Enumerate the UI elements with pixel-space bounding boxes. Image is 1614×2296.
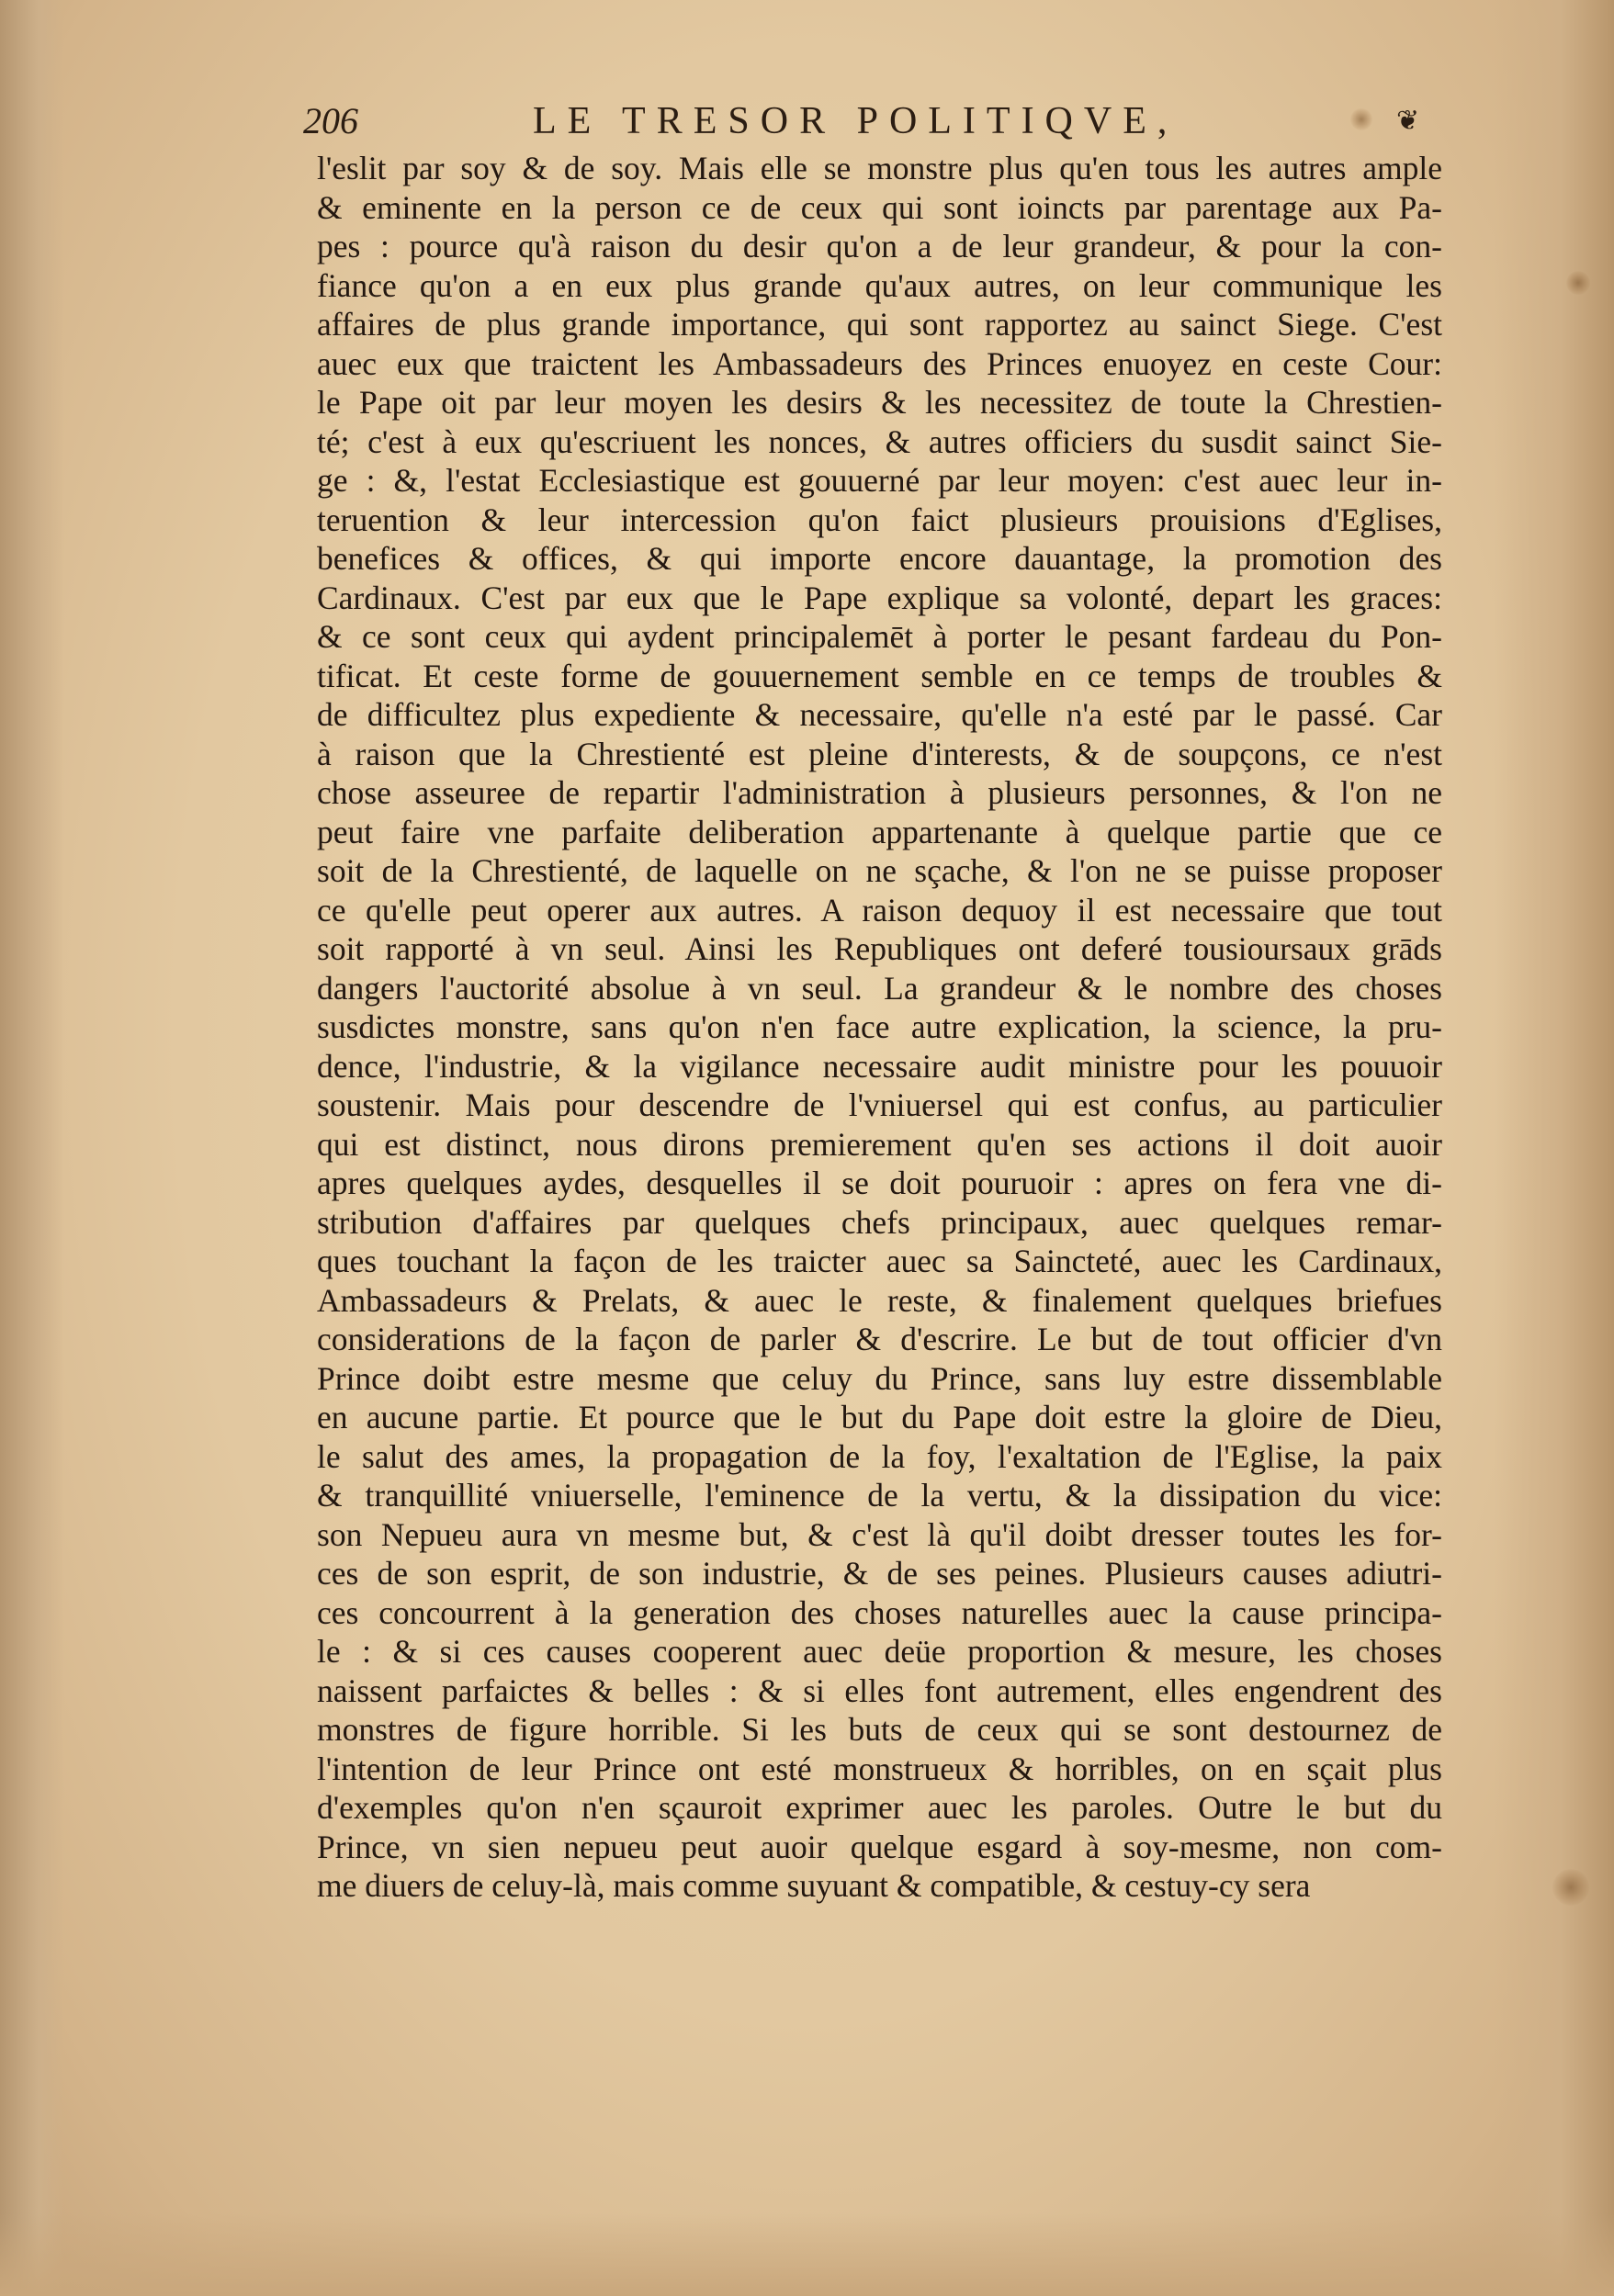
page-edge-bottom [0, 2213, 1614, 2296]
text-line: & eminente en la person ce de ceux qui sont ioincts par parentage aux Pa- [317, 188, 1442, 226]
text-line: pes : pource qu'à raison du desir qu'on a de leur grandeur, & pour la con- [317, 228, 1442, 264]
text-line: & tranquillité vniuerselle, l'eminence de la vertu, & la dissipation du vice: [317, 1477, 1442, 1514]
text-line: susdictes monstre, sans qu'on n'en face autre explication, la science, la pru- [317, 1008, 1442, 1045]
text-line: benefices & offices, & qui importe encore dauantage, la promotion des [317, 540, 1442, 577]
text-line: l'intention de leur Prince ont esté monstrueux & horribles, on en sçait plus [317, 1750, 1442, 1787]
text-line: Ambassadeurs & Prelats, & auec le reste, & finalement quelques briefues [317, 1281, 1442, 1319]
text-line: Cardinaux. C'est par eux que le Pape explique sa volonté, depart les graces: [317, 579, 1442, 616]
text-line: dence, l'industrie, & la vigilance necessaire audit ministre pour les pouuoir [317, 1047, 1442, 1085]
text-line: d'exemples qu'on n'en sçauroit exprimer auec les paroles. Outre le but du [317, 1789, 1442, 1826]
ink-stain [1552, 1869, 1589, 1906]
text-line: le salut des ames, la propagation de la foy, l'exaltation de l'Eglise, la paix [317, 1437, 1442, 1475]
text-line: fiance qu'on a en eux plus grande qu'aux autres, on leur communique les [317, 266, 1442, 304]
text-line: & ce sont ceux qui aydent principalemēt à porter le pesant fardeau du Pon- [317, 618, 1442, 655]
text-line: soit de la Chrestienté, de laquelle on ne sçache, & l'on ne se puisse proposer [317, 852, 1442, 889]
text-line: peut faire vne parfaite deliberation appartenante à quelque partie que ce [317, 813, 1442, 850]
text-line: ge : &, l'estat Ecclesiastique est gouuerné par leur moyen: c'est auec leur in- [317, 462, 1442, 499]
text-line: en aucune partie. Et pource que le but du Pape doit estre la gloire de Dieu, [317, 1399, 1442, 1435]
text-line: dangers l'auctorité absolue à vn seul. La grandeur & le nombre des choses [317, 969, 1442, 1007]
text-line: ces de son esprit, de son industrie, & de ses peines. Plusieurs causes adiutri- [317, 1555, 1442, 1592]
running-title: LE TRESOR POLITIQVE, [533, 100, 1179, 142]
page-edge-left [0, 0, 64, 2296]
text-line: monstres de figure horrible. Si les buts de ceux qui se sont destournez de [317, 1711, 1442, 1748]
text-line: qui est distinct, nous dirons premierement qu'en ses actions il doit auoir [317, 1125, 1442, 1163]
text-line: le : & si ces causes cooperent auec deüe proportion & mesure, les choses [317, 1633, 1442, 1670]
page-edge-right [1495, 0, 1614, 2296]
text-line: ce qu'elle peut operer aux autres. A raison dequoy il est necessaire que tout [317, 891, 1442, 929]
text-line: à raison que la Chrestienté est pleine d'interests, & de soupçons, ce n'est [317, 735, 1442, 772]
text-line: tificat. Et ceste forme de gouuernement semble en ce temps de troubles & [317, 657, 1442, 694]
text-line: le Pape oit par leur moyen les desirs & les necessitez de toute la Chrestien- [317, 384, 1442, 421]
text-line: de difficultez plus expediente & necessaire, qu'elle n'a esté par le passé. Car [317, 696, 1442, 733]
text-line: soustenir. Mais pour descendre de l'vniuersel qui est confus, au particulier [317, 1086, 1442, 1123]
text-line: ques touchant la façon de les traicter auec sa Saincteté, auec les Cardinaux, [317, 1243, 1442, 1279]
text-line: naissent parfaictes & belles : & si elles font autrement, elles engendrent des [317, 1671, 1442, 1709]
text-line: l'eslit par soy & de soy. Mais elle se monstre plus qu'en tous les autres ample [317, 150, 1442, 186]
text-line: considerations de la façon de parler & d'escrire. Le but de tout officier d'vn [317, 1321, 1442, 1357]
text-line: son Nepueu aura vn mesme but, & c'est là qu'il doibt dresser toutes les for- [317, 1515, 1442, 1553]
body-text [317, 149, 1442, 1906]
text-line: Prince, vn sien nepueu peut auoir quelque esgard à soy-mesme, non com- [317, 1828, 1442, 1865]
text-line: soit rapporté à vn seul. Ainsi les Republiques ont deferé tousioursaux grāds [317, 930, 1442, 967]
text-line: apres quelques aydes, desquelles il se doit pouruoir : apres on fera vne di- [317, 1165, 1442, 1201]
text-line: chose asseuree de repartir l'administration à plusieurs personnes, & l'on ne [317, 774, 1442, 811]
ink-stain [1566, 271, 1590, 295]
text-line: Prince doibt estre mesme que celuy du Prince, sans luy estre dissemblable [317, 1359, 1442, 1397]
text-line: teruention & leur intercession qu'on faict plusieurs prouisions d'Eglises, [317, 501, 1442, 538]
page-number: 206 [303, 100, 358, 141]
text-line: stribution d'affaires par quelques chefs principaux, auec quelques remar- [317, 1203, 1442, 1241]
ornament-icon: ❦ [1396, 106, 1420, 136]
text-line: auec eux que traictent les Ambassadeurs des Princes enuoyez en ceste Cour: [317, 344, 1442, 382]
text-line: me diuers de celuy-là, mais comme suyuant & compatible, & cestuy-cy sera [317, 1867, 1311, 1904]
text-line: affaires de plus grande importance, qui sont rapportez au sainct Siege. C'est [317, 306, 1442, 343]
text-line: ces concourrent à la generation des choses naturelles auec la cause principa- [317, 1593, 1442, 1631]
running-head [303, 99, 1433, 154]
text-line: té; c'est à eux qu'escriuent les nonces, & autres officiers du susdit sainct Sie- [317, 422, 1442, 460]
